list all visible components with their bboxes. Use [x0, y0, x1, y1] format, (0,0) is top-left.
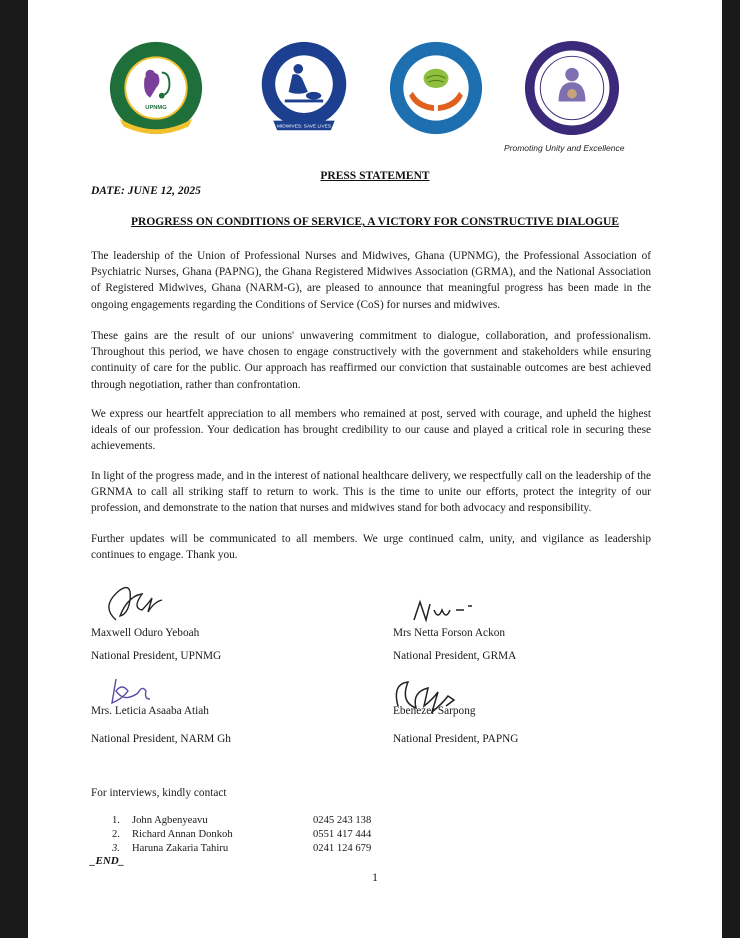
- signatory-name-atiah: Mrs. Leticia Asaaba Atiah: [91, 705, 209, 717]
- contact-name-3: Haruna Zakaria Tahiru: [132, 843, 229, 854]
- contact-phone-1: 0245 243 138: [313, 815, 372, 826]
- signatory-title-atiah: National President, NARM Gh: [91, 733, 231, 745]
- contact-number-3: 3.: [112, 843, 120, 854]
- contact-name-1: John Agbenyeavu: [132, 815, 208, 826]
- paragraph-1: The leadership of the Union of Professional Nurses and Midwives, Ghana (UPNMG), the Professional Association of Psychiatric Nurses, Ghana (PAPNG), the Ghana Registered Midwives Association (GRMA), and the National Association of Registered Midwives, Ghana (NARM-G), are pleased to announce that meaningful progress has been made in the ongoing engagements regarding the Conditions of Service (CoS) for nurses and midwives.: [91, 250, 651, 311]
- paragraph-3: We express our heartfelt appreciation to all members who remained at post, served with courage, and upheld the highest ideals of our profession. Your dedication has brought credibility to our cause and played a critical role in securing these achievements.: [91, 408, 651, 453]
- paragraph-2: These gains are the result of our unions' unwavering commitment to dialogue, collaboration, and professionalism. Throughout this period, we have chosen to engage constructively with the government and stakeholders while ensuring continuity of care for the public. Our approach has reaffirmed our conviction that sustainable outcomes are best achieved through negotiation, rather than confrontation.: [91, 330, 651, 391]
- press-statement-page: [28, 0, 722, 938]
- signatory-name-yeboah: Maxwell Oduro Yeboah: [91, 627, 200, 639]
- svg-text:UPNMG: UPNMG: [145, 105, 167, 112]
- document-type-heading: PRESS STATEMENT: [320, 170, 430, 182]
- signatory-name-sarpong: Ebenezer Sarpong: [393, 705, 476, 717]
- paragraph-4: In light of the progress made, and in the interest of national healthcare delivery, we respectfully call on the leadership of the GRNMA to call all striking staff to return to work. This is the time to unite our efforts, protect the integrity of our profession, and demonstrate to the nation that nurses and midwives stand for both advocacy and responsibility.: [91, 470, 651, 515]
- signature-atiah: [102, 673, 162, 707]
- grma-tagline: Promoting Unity and Excellence: [504, 143, 625, 153]
- statement-date: DATE: JUNE 12, 2025: [91, 185, 201, 197]
- signature-yeboah: [96, 580, 166, 626]
- svg-text:MIDWIVES: SAVE LIVES: MIDWIVES: SAVE LIVES: [276, 124, 332, 130]
- contact-intro: For interviews, kindly contact: [91, 787, 227, 799]
- contact-name-2: Richard Annan Donkoh: [132, 829, 233, 840]
- contact-number-2: 2.: [112, 829, 120, 840]
- contact-phone-2: 0551 417 444: [313, 829, 372, 840]
- end-marker: _END_: [90, 855, 125, 867]
- contact-phone-3: 0241 124 679: [313, 843, 372, 854]
- paragraph-5: Further updates will be communicated to all members. We urge continued calm, unity, and vigilance as leadership continues to engage. Thank you.: [91, 533, 651, 562]
- grma-logo: [524, 40, 620, 136]
- signatory-name-ackon: Mrs Netta Forson Ackon: [393, 627, 506, 639]
- page-number: 1: [372, 872, 378, 884]
- signatory-title-ackon: National President, GRMA: [393, 650, 517, 662]
- signatory-title-yeboah: National President, UPNMG: [91, 650, 222, 662]
- signature-ackon: [410, 596, 480, 626]
- contact-number-1: 1.: [112, 815, 120, 826]
- papng-logo: [388, 40, 484, 136]
- statement-headline: PROGRESS ON CONDITIONS OF SERVICE, A VICTORY FOR CONSTRUCTIVE DIALOGUE: [130, 216, 620, 228]
- signatory-title-sarpong: National President, PAPNG: [393, 733, 519, 745]
- narm-g-logo: [256, 40, 352, 136]
- upnmg-logo: [108, 40, 204, 136]
